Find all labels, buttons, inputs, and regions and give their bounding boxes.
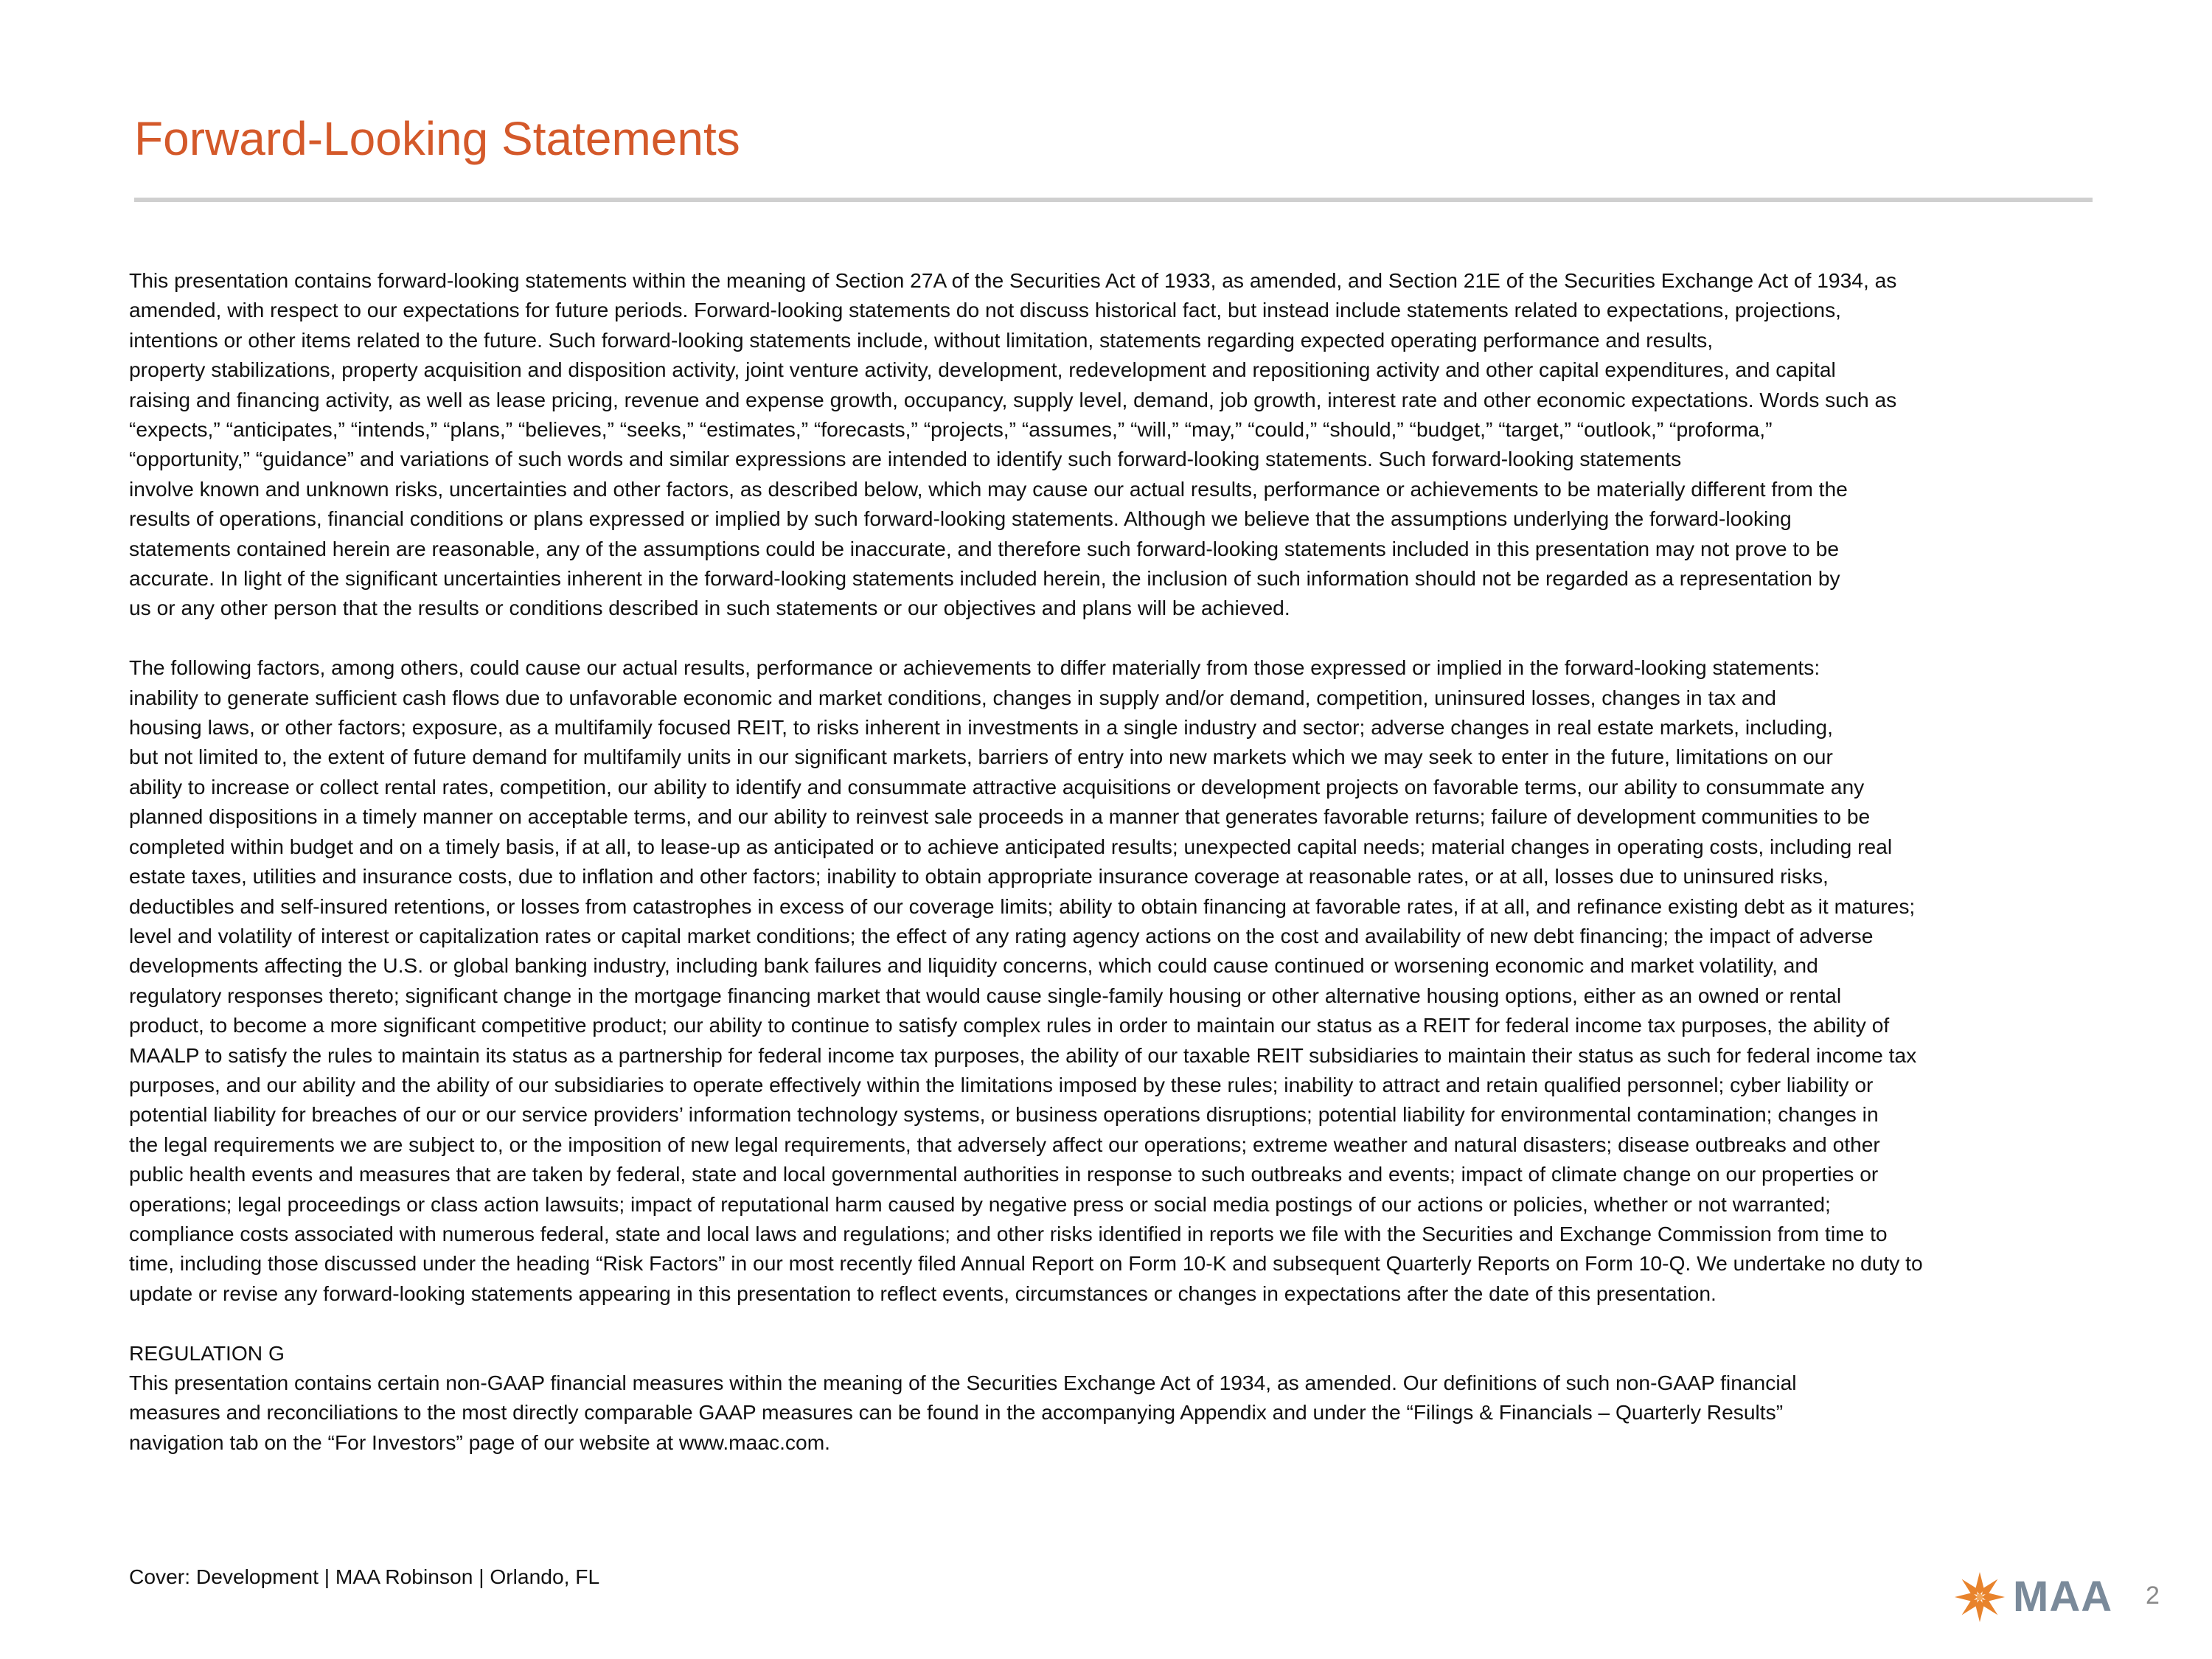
title-divider [134, 198, 2093, 202]
slide-title: Forward-Looking Statements [134, 112, 740, 165]
regulation-heading: REGULATION G [129, 1340, 285, 1365]
maa-starburst-icon [1952, 1570, 2007, 1624]
maa-logo-text: MAA [2013, 1573, 2113, 1621]
regulation-paragraph: This presentation contains certain non-GAAP financial measures within the meaning of the Securities Exchange Act of 1934, as amended. Our definitions of such non-GAAP financial measures and reconciliations to the most directly comparable GAAP measures can be found in the accompanying Appendix and under the “Filings & Financials – Quarterly Results” navigation tab on the “For Investors” page of our website at www.maac.com. [129, 1371, 1797, 1454]
maa-logo [1952, 1568, 2112, 1627]
risk-factors-paragraph: The following factors, among others, could cause our actual results, performance or achievements to differ materially from those expressed or implied in the forward-looking statements: inability to generate sufficient cash flows due to unfavorable economic and market conditions, changes in supply and/or demand, competition, uninsured losses, changes in tax and housing laws, or other factors; exposure, as a multifamily focused REIT, to risks inherent in investments in a single industry and sector; adverse changes in real estate markets, including, but not limited to, the extent of future demand for multifamily units in our significant markets, barriers of entry into new markets which we may seek to enter in the future, limitations on our ability to increase or collect rental rates, competition, our ability to identify and consummate attractive acquisitions or development projects on favorable terms, our ability to consummate any planned dispositions in a timely manner on acceptable terms, and our ability to reinvest sale proceeds in a manner that generates favorable returns; failure of development communities to be completed within budget and on a timely basis, if at all, to lease-up as anticipated or to achieve anticipated results; unexpected capital needs; material changes in operating costs, including real estate taxes, utilities and insurance costs, due to inflation and other factors; inability to obtain appropriate insurance coverage at reasonable rates, or at all, losses due to uninsured risks, deductibles and self-insured retentions, or losses from catastrophes in excess of our coverage limits; ability to obtain financing at favorable rates, if at all, and refinance existing debt as it matures; level and volatility of interest or capitalization rates or capital market conditions; the effect of any rating agency actions on the cost and availability of new debt financing; the impact of adverse developments affecting the U.S. or global banking industry, including bank failures and liquidity concerns, which could cause continued or worsening economic and market volatility, and regulatory responses thereto; significant change in the mortgage financing market that would cause single-family housing or other alternative housing options, either as an owned or rental product, to become a more significant competitive product; our ability to continue to satisfy complex rules in order to maintain our status as a REIT for federal income tax purposes, the ability of MAALP to satisfy the rules to maintain its status as a partnership for federal income tax purposes, the ability of our taxable REIT subsidiaries to maintain their status as such for federal income tax purposes, and our ability and the ability of our subsidiaries to operate effectively within the limitations imposed by these rules; inability to attract and retain qualified personnel; cyber liability or potential liability for breaches of our or our service providers’ information technology systems, or business operations disruptions; potential liability for environmental contamination; changes in the legal requirements we are subject to, or the imposition of new legal requirements, that adversely affect our operations; extreme weather and natural disasters; disease outbreaks and other public health events and measures that are taken by federal, state and local governmental authorities in response to such outbreaks and events; impact of climate change on our properties or operations; legal proceedings or class action lawsuits; impact of reputational harm caused by negative press or social media postings of our actions or policies, whether or not warranted; compliance costs associated with numerous federal, state and local laws and regulations; and other risks identified in reports we file with the Securities and Exchange Commission from time to time, including those discussed under the heading “Risk Factors” in our most recently filed Annual Report on Form 10-K and subsequent Quarterly Reports on Form 10-Q. We undertake no duty to update or revise any forward-looking statements appearing in this presentation to reflect events, circumstances or changes in expectations after the date of this presentation. [129, 655, 1923, 1305]
page-number: 2 [2146, 1582, 2160, 1610]
body-text [129, 265, 2116, 1487]
forward-looking-paragraph: This presentation contains forward-looking statements within the meaning of Section 27A of the Securities Act of 1933, as amended, and Section 21E of the Securities Exchange Act of 1934, as amended, with respect to our expectations for future periods. Forward-looking statements do not discuss historical fact, but instead include statements related to expectations, projections, intentions or other items related to the future. Such forward-looking statements include, without limitation, statements regarding expected operating performance and results, property stabilizations, property acquisition and disposition activity, joint venture activity, development, redevelopment and repositioning activity and other capital expenditures, and capital raising and financing activity, as well as lease pricing, revenue and expense growth, occupancy, supply level, demand, job growth, interest rate and other economic expectations. Words such as “expects,” “anticipates,” “intends,” “plans,” “believes,” “seeks,” “estimates,” “forecasts,” “projects,” “assumes,” “will,” “may,” “could,” “should,” “budget,” “target,” “outlook,” “proforma,” “opportunity,” “guidance” and variations of such words and similar expressions are intended to identify such forward-looking statements. Such forward-looking statements involve known and unknown risks, uncertainties and other factors, as described below, which may cause our actual results, performance or achievements to be materially different from the results of operations, financial conditions or plans expressed or implied by such forward-looking statements. Although we believe that the assumptions underlying the forward-looking statements contained herein are reasonable, any of the assumptions could be inaccurate, and therefore such forward-looking statements included in this presentation may not prove to be accurate. In light of the significant uncertainties inherent in the forward-looking statements included herein, the inclusion of such information should not be regarded as a representation by us or any other person that the results or conditions described in such statements or our objectives and plans will be achieved. [129, 268, 1897, 620]
cover-caption: Cover: Development | MAA Robinson | Orlando, FL [129, 1565, 600, 1588]
